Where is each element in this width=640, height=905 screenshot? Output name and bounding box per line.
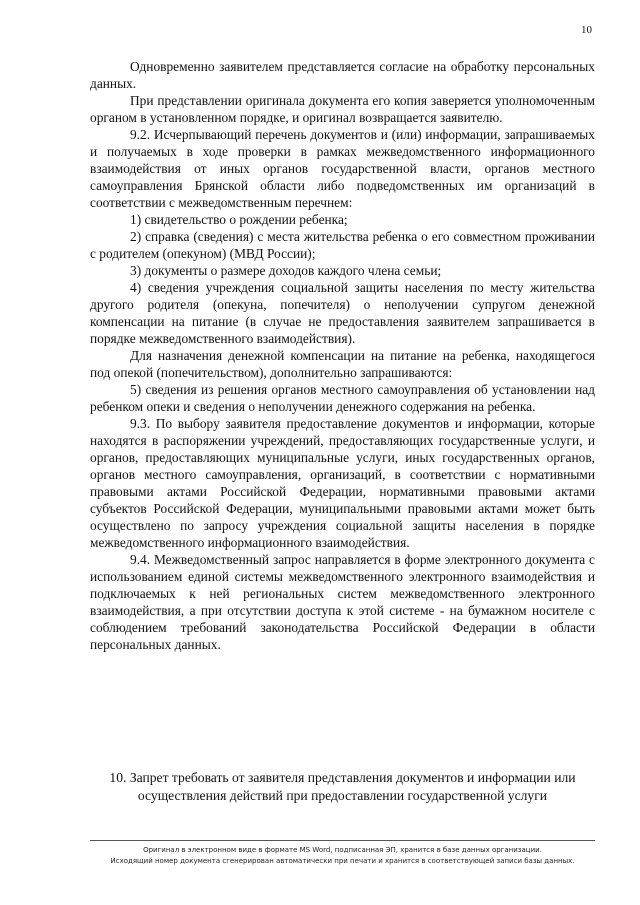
list-item: 5) сведения из решения органов местного самоуправления об установлении над ребенком опеки и сведения о неполучении денежного содержания на ребенка. (90, 382, 595, 414)
list-item: 2) справка (сведения) с места жительства ребенка о его совместном проживании с родителем (опекуном) (МВД России); (90, 229, 595, 261)
footer-line: Исходящий номер документа сгенерирован автоматически при печати и хранится в соответствующей записи базы данных. (110, 857, 575, 865)
footer-line: Оригинал в электронном виде в формате MS Word, подписанная ЭП, хранится в базе данных организации. (143, 846, 542, 854)
list-item: 1) свидетельство о рождении ребенка; (130, 212, 348, 227)
paragraph: Одновременно заявителем представляется согласие на обработку персональных данных. (90, 59, 595, 91)
paragraph: 9.3. По выбору заявителя предоставление документов и информации, которые находятся в распоряжении учреждений, предоставляющих государственные услуги, и органов, предоставляющих муниципальные услуги, иных государственных органов, органов местного самоуправления, организаций, в соответствии с нормативными правовыми актами Российской Федерации, нормативными правовыми актами субъектов Российской Федерации, муниципальными правовыми актами может быть осуществлено по запросу учреждения социальной защиты населения в порядке межведомственного информационного взаимодействия. (90, 416, 595, 550)
paragraph: Для назначения денежной компенсации на питание на ребенка, находящегося под опекой (попечительством), дополнительно запрашиваются: (90, 348, 595, 380)
list-item: 4) сведения учреждения социальной защиты населения по месту жительства другого родителя (опекуна, попечителя) о неполучении супругом денежной компенсации на питание (в случае не предоставления заявителем запрашивается в порядке межведомственного взаимодействия). (90, 280, 595, 346)
document-body (90, 58, 595, 653)
footer-divider (90, 840, 595, 841)
paragraph: 9.4. Межведомственный запрос направляется в форме электронного документа с использованием единой системы межведомственного электронного взаимодействия и подключаемых к ней региональных систем межведомственного электронного взаимодействия, а при отсутствии доступа к этой системе - на бумажном носителе с соблюдением требований законодательства Российской Федерации в области персональных данных. (90, 552, 595, 652)
paragraph: 9.2. Исчерпывающий перечень документов и (или) информации, запрашиваемых и получаемых в ходе проверки в рамках межведомственного информационного взаимодействия от иных органов государственной власти, органов местного самоуправления Брянской области либо подведомственных им организаций в соответствии с межведомственным перечнем: (90, 127, 595, 210)
page-number: 10 (581, 24, 592, 36)
paragraph: При представлении оригинала документа его копия заверяется уполномоченным органом в установленном порядке, и оригинал возвращается заявителю. (90, 93, 595, 125)
footer (70, 845, 615, 867)
section-heading: 10. Запрет требовать от заявителя представления документов и информации или осуществления действий при предоставлении государственной услуги (109, 770, 576, 803)
list-item: 3) документы о размере доходов каждого члена семьи; (130, 263, 442, 278)
